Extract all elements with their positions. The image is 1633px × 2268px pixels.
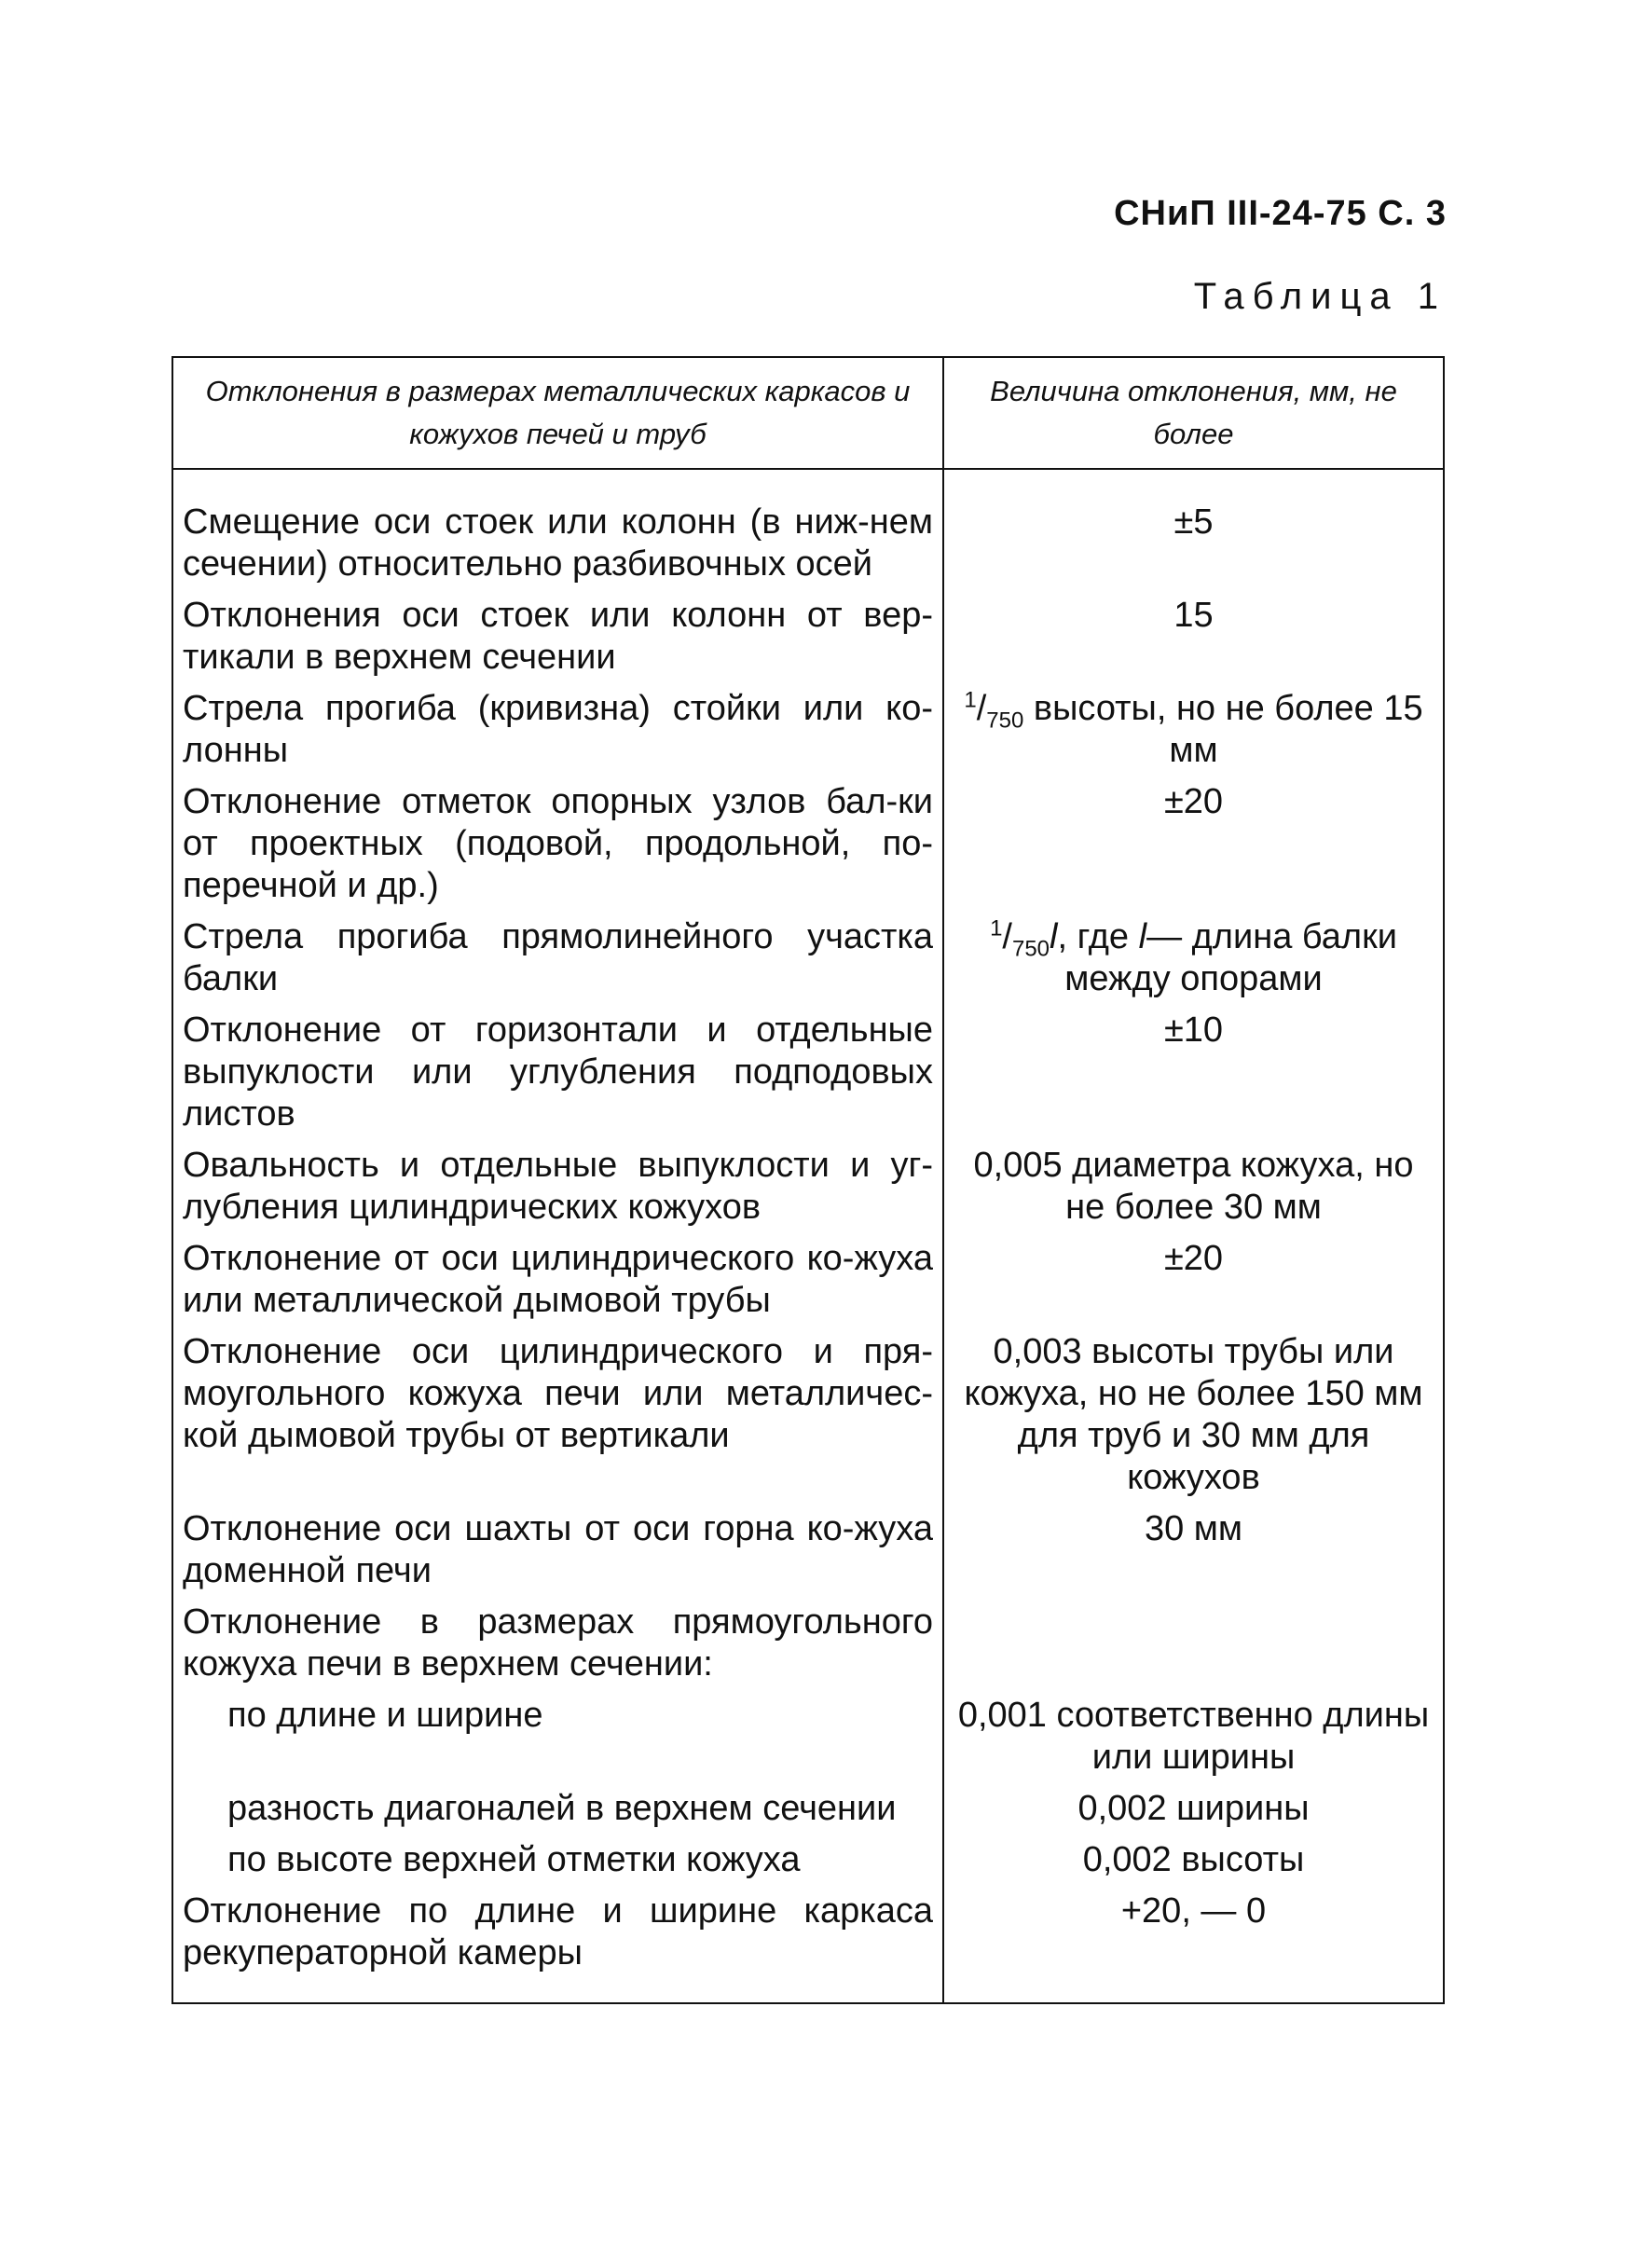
row-description: Стрела прогиба прямолинейного участка балки bbox=[173, 916, 943, 1010]
row-description: Отклонение оси цилиндрического и пря-моугольного кожуха печи или металличес-кой дымовой трубы от вертикали bbox=[173, 1331, 943, 1508]
row-description: Отклонение от оси цилиндрического ко-жуха или металлической дымовой трубы bbox=[173, 1238, 943, 1331]
header-value: Величина отклонения, мм, не более bbox=[943, 358, 1443, 469]
table-row bbox=[173, 1839, 1443, 1890]
table-row bbox=[173, 916, 1443, 1010]
row-description: Овальность и отдельные выпуклости и уг-лубления цилиндрических кожухов bbox=[173, 1145, 943, 1238]
table-row bbox=[173, 1508, 1443, 1601]
row-description: Смещение оси стоек или колонн (в ниж-нем сечении) относительно разбивочных осей bbox=[173, 469, 943, 595]
table-row bbox=[173, 1601, 1443, 1695]
row-description: Отклонение от горизонтали и отдельные выпуклости или углубления подподовых листов bbox=[173, 1010, 943, 1145]
fraction: $^1/_{750}$ bbox=[964, 687, 1024, 734]
row-description: Отклонение по длине и ширине каркаса рекуператорной камеры bbox=[173, 1890, 943, 2002]
fraction: $^1/_{750}$ bbox=[990, 915, 1050, 962]
row-value: 0,001 соответственно длины или ширины bbox=[957, 1696, 1430, 1777]
table-row bbox=[173, 1331, 1443, 1508]
row-description: по высоте верхней отметки кожуха bbox=[173, 1839, 943, 1890]
row-value bbox=[943, 1601, 1443, 1695]
header-deviation: Отклонения в размерах металлических каркасов и кожухов печей и труб bbox=[173, 358, 943, 469]
tolerance-table bbox=[172, 356, 1445, 2004]
row-value: +20, — 0 bbox=[1120, 1891, 1267, 1931]
row-description: Стрела прогиба (кривизна) стойки или ко-лонны bbox=[173, 688, 943, 781]
table-row bbox=[173, 595, 1443, 688]
row-value: 30 мм bbox=[1144, 1509, 1243, 1548]
row-value: ±20 bbox=[1163, 1239, 1224, 1278]
row-value: ±20 bbox=[1163, 782, 1224, 821]
row-description: по длине и ширине bbox=[173, 1695, 943, 1788]
row-description: Отклонения оси стоек или колонн от вер-тикали в верхнем сечении bbox=[173, 595, 943, 688]
table-row bbox=[173, 1788, 1443, 1839]
table-row bbox=[173, 688, 1443, 781]
row-value: ±10 bbox=[1163, 1010, 1224, 1050]
row-description: Отклонение в размерах прямоугольного кожуха печи в верхнем сечении: bbox=[173, 1601, 943, 1695]
row-value: $^1/_{750}l$, где l— длина балки между опорами bbox=[990, 915, 1397, 998]
running-head: СНиП III-24-75 С. 3 bbox=[1114, 194, 1447, 233]
row-description: разность диагоналей в верхнем сечении bbox=[173, 1788, 943, 1839]
row-description: Отклонение отметок опорных узлов бал-ки от проектных (подовой, продольной, по-перечной и др.) bbox=[173, 781, 943, 916]
table-row bbox=[173, 1238, 1443, 1331]
row-value: 0,005 диаметра кожуха, но не более 30 мм bbox=[973, 1146, 1414, 1227]
row-value: ±5 bbox=[1173, 502, 1214, 542]
row-value: 0,003 высоты трубы или кожуха, но не более 150 мм для труб и 30 мм для кожухов bbox=[964, 1332, 1423, 1497]
table-row bbox=[173, 1695, 1443, 1788]
row-value: 0,002 ширины bbox=[1077, 1789, 1310, 1828]
table-header-row bbox=[173, 358, 1443, 469]
row-value: 15 bbox=[1173, 596, 1214, 635]
table-row bbox=[173, 781, 1443, 916]
table-row bbox=[173, 1145, 1443, 1238]
row-value: $^1/_{750}$ высоты, но не более 15 мм bbox=[964, 687, 1423, 770]
table-caption: Таблица 1 bbox=[1193, 276, 1447, 317]
table-row bbox=[173, 469, 1443, 595]
table-row bbox=[173, 1890, 1443, 2002]
table-row bbox=[173, 1010, 1443, 1145]
row-value: 0,002 высоты bbox=[1082, 1840, 1305, 1879]
row-description: Отклонение оси шахты от оси горна ко-жуха доменной печи bbox=[173, 1508, 943, 1601]
